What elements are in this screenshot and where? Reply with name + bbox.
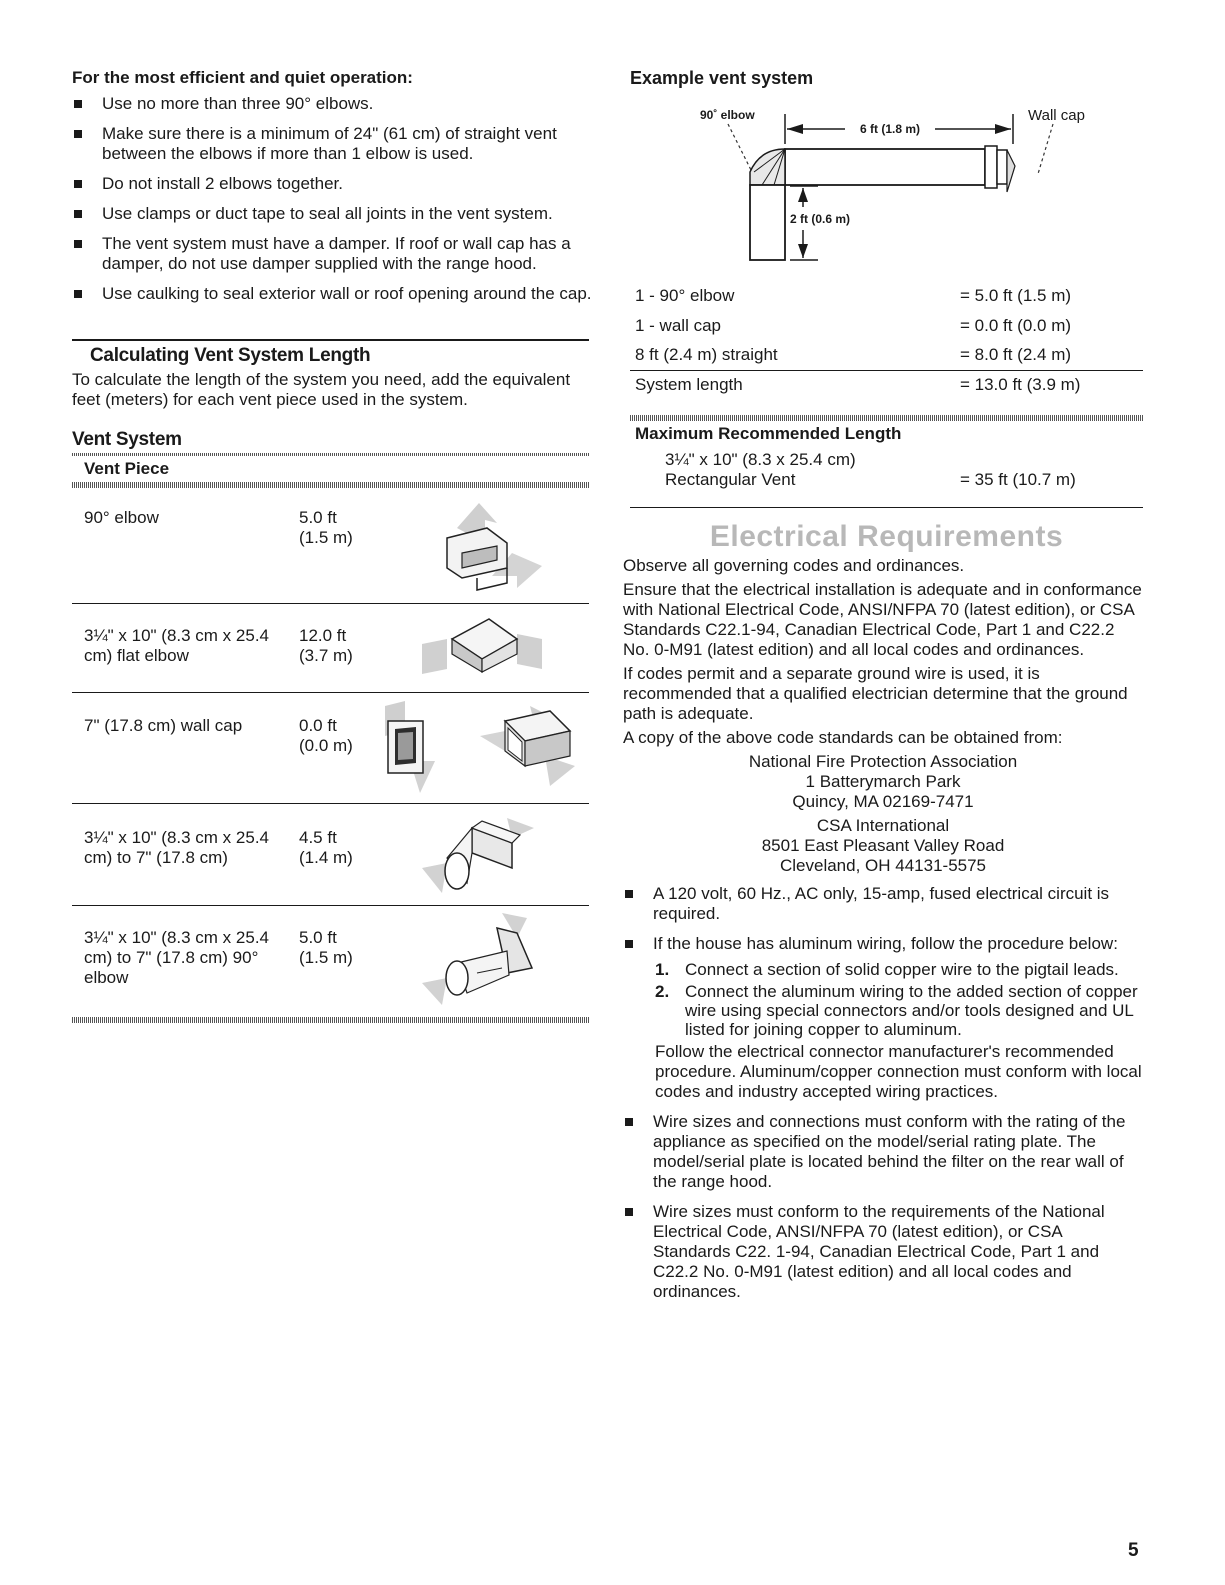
- max-length-line1: 3¼" x 10" (8.3 x 25.4 cm): [665, 450, 856, 469]
- piece-name: 3¼" x 10" (8.3 cm x 25.4 cm) to 7" (17.8 cm) 90° elbow: [84, 928, 269, 987]
- table-row: [72, 928, 592, 1018]
- list-item: Use clamps or duct tape to seal all joints in the vent system.: [72, 204, 592, 224]
- max-length-line2: Rectangular Vent: [665, 470, 796, 489]
- piece-name: 3¼" x 10" (8.3 cm x 25.4 cm) flat elbow: [84, 626, 269, 665]
- list-item: Make sure there is a minimum of 24" (61 cm) of straight vent between the elbows if more than 1 elbow is used.: [72, 124, 592, 164]
- total-item: System length: [635, 375, 743, 394]
- table-row: [72, 828, 592, 904]
- max-length-value: = 35 ft (10.7 m): [960, 470, 1076, 489]
- step-number: 2.: [655, 982, 670, 1001]
- calc-value: = 0.0 ft (0.0 m): [960, 316, 1072, 335]
- follow-text: Follow the electrical connector manufacturer's recommended procedure. Aluminum/copper connection must conform with local codes and industry accepted wiring practices.: [655, 1042, 1142, 1101]
- divider: [72, 905, 589, 906]
- address-line: 1 Batterymarch Park: [805, 772, 961, 791]
- list-item: Wire sizes and connections must conform with the rating of the appliance as specified on the model/serial rating plate. The model/serial plate is located behind the filter on the rear wall of the range hood.: [623, 1112, 1143, 1192]
- piece-name: 3¼" x 10" (8.3 cm x 25.4 cm) to 7" (17.8 cm): [84, 828, 269, 867]
- efficiency-list: [72, 94, 592, 304]
- vent-system-heading: Vent System: [72, 429, 182, 450]
- efficiency-section: [72, 68, 592, 314]
- divider: [72, 1017, 589, 1023]
- length-ft: 4.5 ft: [299, 828, 337, 847]
- calculating-heading: Calculating Vent System Length: [90, 345, 371, 366]
- step-text: Connect a section of solid copper wire to the pigtail leads.: [685, 960, 1119, 979]
- piece-length: [299, 928, 379, 968]
- wallcap-label: Wall cap: [1028, 107, 1085, 124]
- divider: [630, 507, 1143, 508]
- piece-name: 90° elbow: [84, 508, 159, 527]
- max-length-heading: Maximum Recommended Length: [635, 424, 902, 443]
- divider: [72, 603, 589, 604]
- divider: [72, 453, 589, 456]
- horizontal-dimension: 6 ft (1.8 m): [859, 122, 921, 136]
- vertical-dimension: 2 ft (0.6 m): [790, 212, 851, 226]
- divider: [72, 339, 589, 341]
- length-m: (1.5 m): [299, 528, 353, 547]
- list-item: A 120 volt, 60 Hz., AC only, 15-amp, fused electrical circuit is required.: [623, 884, 1143, 924]
- step-number: 1.: [655, 960, 670, 979]
- electrical-p1: Observe all governing codes and ordinances.: [623, 556, 965, 575]
- length-ft: 5.0 ft: [299, 928, 337, 947]
- max-length-desc: [665, 450, 965, 490]
- page-number: 5: [1128, 1540, 1139, 1561]
- length-m: (0.0 m): [299, 736, 353, 755]
- divider: [72, 692, 589, 693]
- step-text: Connect the aluminum wiring to the added section of copper wire using special connectors and/or tools designed and UL listed for joining copper to aluminum.: [685, 982, 1138, 1039]
- total-value: = 13.0 ft (3.9 m): [960, 375, 1081, 394]
- wall-cap-front-illustration: [380, 701, 440, 796]
- table-row: [72, 626, 592, 692]
- vent-piece-header: Vent Piece: [84, 459, 170, 478]
- transition-illustration: [412, 813, 537, 898]
- calc-item: 1 - wall cap: [635, 316, 721, 335]
- piece-length: [299, 626, 379, 666]
- nfpa-address: [623, 752, 1143, 812]
- calc-value: = 8.0 ft (2.4 m): [960, 345, 1072, 364]
- electrical-p2: Ensure that the electrical installation is adequate and in conformance with National Electrical Code, ANSI/NFPA 70 (latest edition), or CSA Standards C22.1-94, Canadian Electrical Code, Part 1 and C22.2 No. 0-M91 (latest edition) and all local codes and ordinances.: [623, 580, 1142, 659]
- list-item: [655, 982, 1143, 1039]
- length-m: (3.7 m): [299, 646, 353, 665]
- calculating-text: To calculate the length of the system you need, add the equivalent feet (meters) for each vent piece used in the system.: [72, 370, 571, 409]
- elbow-label: 90˚ elbow: [700, 108, 755, 122]
- piece-length: [299, 828, 379, 868]
- electrical-p3: If codes permit and a separate ground wire is used, it is recommended that a qualified electrician determine that the ground path is adequate.: [623, 664, 1128, 723]
- address-line: National Fire Protection Association: [748, 752, 1018, 771]
- address-line: 8501 East Pleasant Valley Road: [761, 836, 1005, 855]
- table-row: [635, 286, 1145, 316]
- piece-length: [299, 716, 379, 756]
- address-line: Cleveland, OH 44131-5575: [779, 856, 987, 875]
- transition-elbow-illustration: [417, 913, 542, 1008]
- total-row: [635, 375, 1145, 405]
- efficiency-heading: For the most efficient and quiet operation:: [72, 68, 413, 87]
- length-m: (1.4 m): [299, 848, 353, 867]
- list-item: Use no more than three 90° elbows.: [72, 94, 592, 114]
- example-heading: Example vent system: [630, 68, 814, 88]
- electrical-list: [623, 884, 1143, 954]
- electrical-section: [623, 556, 1143, 1312]
- address-line: CSA International: [816, 816, 950, 835]
- list-item: Do not install 2 elbows together.: [72, 174, 592, 194]
- length-ft: 0.0 ft: [299, 716, 337, 735]
- electrical-p4: A copy of the above code standards can be obtained from:: [623, 728, 1063, 747]
- length-m: (1.5 m): [299, 948, 353, 967]
- length-ft: 5.0 ft: [299, 508, 337, 527]
- table-row: [72, 508, 592, 603]
- divider: [72, 482, 589, 488]
- table-row: [635, 316, 1145, 346]
- calc-item: 8 ft (2.4 m) straight: [635, 345, 778, 364]
- vent-system-diagram: [690, 102, 1100, 272]
- list-item: If the house has aluminum wiring, follow the procedure below:: [623, 934, 1143, 954]
- aluminum-steps: [623, 960, 1143, 1039]
- divider: [72, 803, 589, 804]
- piece-length: [299, 508, 379, 548]
- electrical-title: Electrical Requirements: [709, 520, 1064, 553]
- electrical-list-2: [623, 1112, 1143, 1302]
- address-line: Quincy, MA 02169-7471: [792, 792, 974, 811]
- list-item: [655, 960, 1143, 979]
- calc-value: = 5.0 ft (1.5 m): [960, 286, 1072, 305]
- table-row: [72, 716, 592, 802]
- length-ft: 12.0 ft: [299, 626, 347, 645]
- wall-cap-side-illustration: [475, 706, 580, 791]
- csa-address: [623, 816, 1143, 876]
- list-item: The vent system must have a damper. If roof or wall cap has a damper, do not use damper supplied with the range hood.: [72, 234, 592, 274]
- divider: [630, 415, 1143, 421]
- flat-elbow-illustration: [417, 614, 547, 684]
- piece-name: 7" (17.8 cm) wall cap: [84, 716, 243, 735]
- calc-item: 1 - 90° elbow: [635, 286, 735, 305]
- elbow-illustration: [417, 498, 547, 593]
- list-item: Use caulking to seal exterior wall or roof opening around the cap.: [72, 284, 592, 304]
- divider: [630, 370, 1143, 371]
- list-item: Wire sizes must conform to the requirements of the National Electrical Code, ANSI/NFPA 70 (latest edition), or CSA Standards C22. 1-94, Canadian Electrical Code, Part 1 and C22.2 No. 0-M91 (latest edition) and all local codes and ordinances.: [623, 1202, 1143, 1302]
